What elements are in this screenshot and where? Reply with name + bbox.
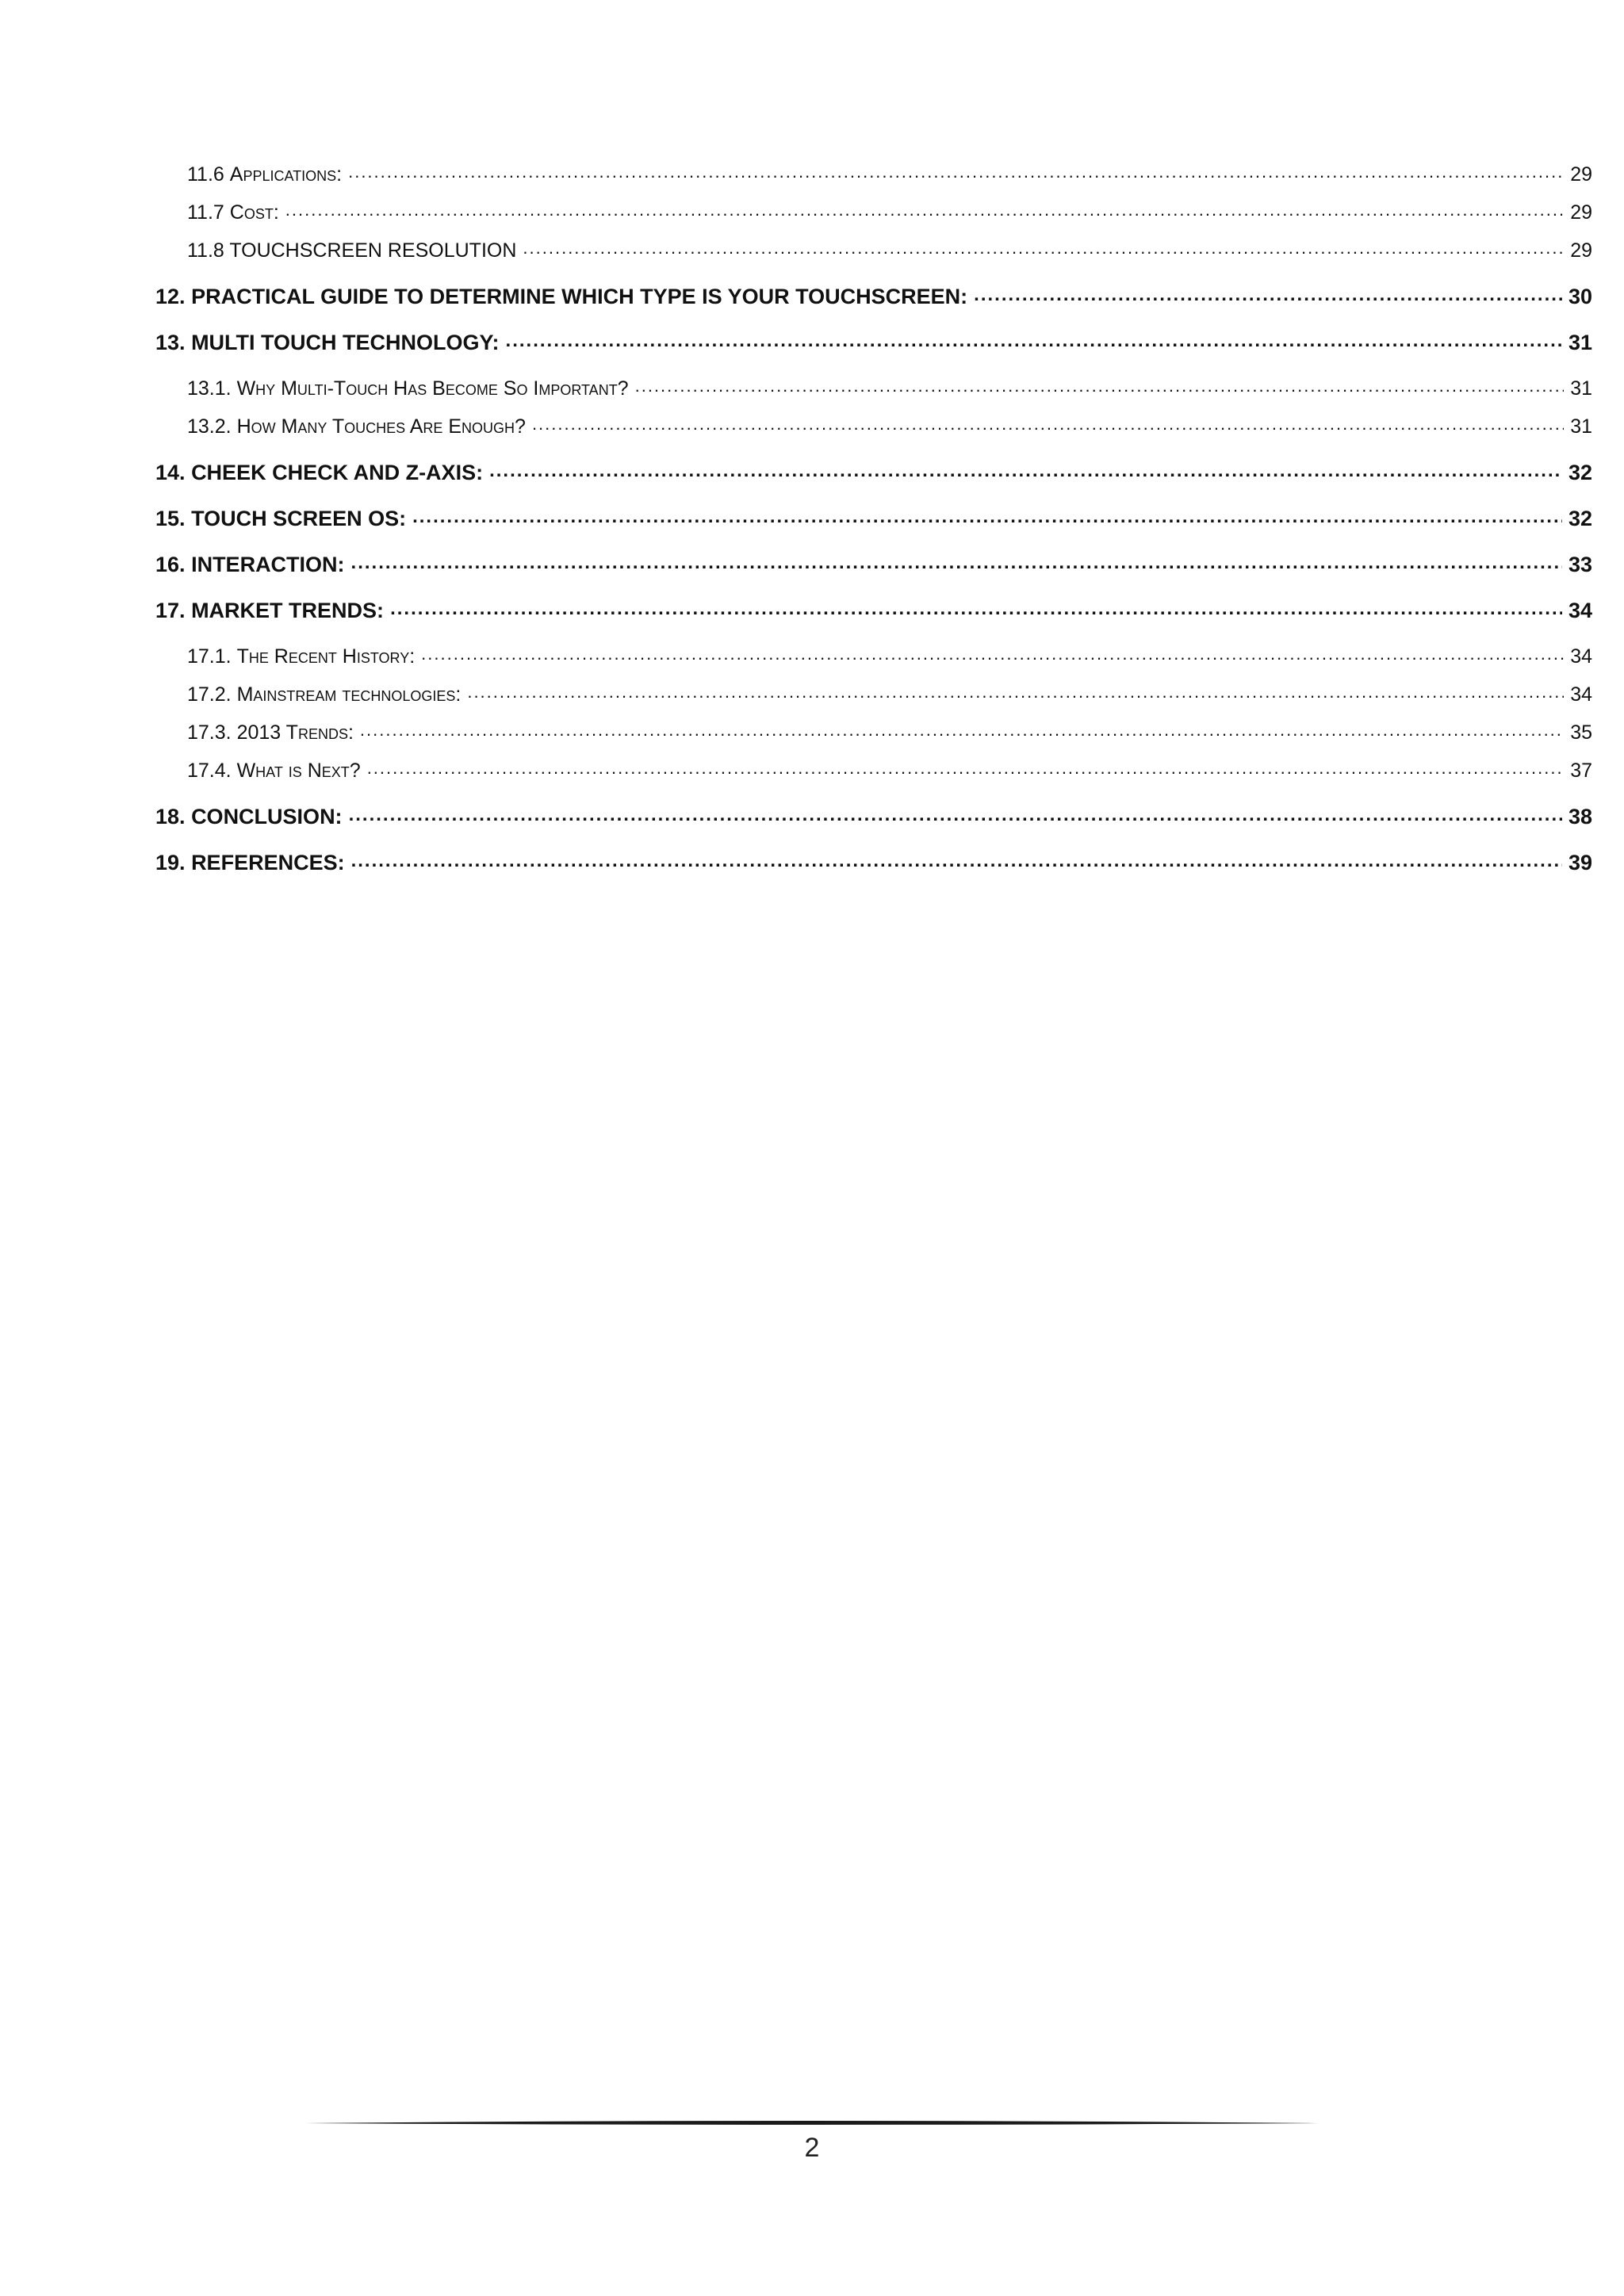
toc-entry-number: 12. [155,285,186,308]
toc-entry-page: 29 [1570,239,1592,262]
toc-entry-number: 17.2. [187,683,232,706]
toc-entry-number: 19. [155,851,186,874]
toc-entry-page: 35 [1570,721,1592,744]
toc-entry-number: 11.7 [187,201,224,224]
dot-leader [348,153,1564,191]
toc-entry[interactable] [155,637,1592,675]
toc-entry-number: 17.4. [187,760,232,782]
toc-entry[interactable] [155,408,1592,446]
toc-entry-page: 31 [1568,331,1592,354]
toc-entry[interactable] [155,752,1592,790]
toc-entry-label [155,453,483,492]
toc-entry-label [155,591,384,629]
toc-entry[interactable] [155,193,1592,232]
toc-entry-page: 33 [1568,553,1592,576]
toc-entry[interactable] [155,499,1592,538]
toc-entry-title: TOUCH SCREEN OS: [191,507,407,530]
dot-leader [390,590,1562,628]
toc-entry-label [187,637,415,675]
toc-entry-title: TOUCHSCREEN RESOLUTION [229,239,517,262]
toc-entry-page: 30 [1568,285,1592,308]
toc-entry[interactable] [155,675,1592,714]
toc-entry[interactable] [155,545,1592,584]
toc-entry-title: Applications: [229,163,343,186]
toc-entry[interactable] [155,714,1592,752]
toc-entry[interactable] [155,453,1592,492]
toc-entry-label [187,752,361,790]
toc-entry-title: The Recent History: [236,645,416,668]
toc-entry-label [187,408,526,446]
toc-entry-title: REFERENCES: [191,851,345,874]
toc-entry-title: MARKET TRENDS: [191,599,385,622]
dot-leader [349,796,1562,834]
toc-entry-label [155,545,345,584]
dot-leader [351,842,1562,880]
toc-entry[interactable] [155,844,1592,882]
toc-entry-number: 11.8 [187,239,224,262]
toc-entry[interactable] [155,155,1592,193]
toc-entry-label [155,277,967,316]
toc-entry-label [187,675,461,714]
toc-entry-title: Mainstream technologies: [236,683,462,706]
toc-entry-number: 17. [155,599,186,622]
toc-entry-label [187,714,354,752]
toc-entry-title: MULTI TOUCH TECHNOLOGY: [191,331,500,354]
toc-entry-page: 34 [1570,683,1592,706]
toc-entry-title: CHEEK CHECK AND Z-AXIS: [191,461,484,484]
table-of-contents [155,155,1592,890]
toc-entry[interactable] [155,232,1592,270]
toc-entry-page: 37 [1570,760,1592,782]
footer-divider [305,2120,1320,2126]
toc-entry-page: 29 [1570,201,1592,224]
toc-entry-number: 17.3. [187,721,232,744]
toc-entry-page: 38 [1568,805,1592,828]
toc-entry[interactable] [155,277,1592,316]
dot-leader [506,322,1562,360]
dot-leader [523,229,1564,267]
toc-entry-title: Why Multi-Touch Has Become So Important? [236,377,629,400]
dot-leader [635,367,1565,405]
toc-entry[interactable] [155,591,1592,629]
toc-entry-title: How Many Touches Are Enough? [236,415,526,438]
page-number: 2 [804,2133,820,2163]
toc-entry-page: 32 [1568,507,1592,530]
toc-entry-title: Cost: [229,201,279,224]
toc-entry-label [155,323,500,362]
toc-entry-number: 17.1. [187,645,232,668]
toc-entry-number: 15. [155,507,186,530]
toc-entry-label [187,155,342,193]
toc-entry-number: 18. [155,805,186,828]
toc-entry-number: 13.2. [187,415,232,438]
toc-entry-number: 13. [155,331,186,354]
toc-entry-page: 29 [1570,163,1592,186]
dot-leader [532,405,1564,443]
toc-entry-page: 32 [1568,461,1592,484]
toc-entry-label [155,844,345,882]
toc-entry-page: 34 [1568,599,1592,622]
dot-leader [974,276,1562,314]
toc-entry-title: INTERACTION: [191,553,345,576]
toc-entry-title: 2013 Trends: [236,721,354,744]
toc-entry-number: 13.1. [187,377,232,400]
toc-entry[interactable] [155,798,1592,836]
toc-entry-page: 31 [1570,415,1592,438]
dot-leader [351,544,1562,582]
toc-entry-label [155,798,343,836]
dot-leader [412,498,1562,536]
dot-leader [285,191,1564,229]
toc-entry-number: 16. [155,553,186,576]
dot-leader [360,711,1564,749]
dot-leader [489,452,1562,490]
dot-leader [367,749,1565,787]
toc-entry[interactable] [155,323,1592,362]
toc-entry-title: What is Next? [236,760,361,782]
toc-entry-page: 39 [1568,851,1592,874]
toc-entry-page: 34 [1570,645,1592,668]
toc-entry-number: 14. [155,461,186,484]
toc-entry-number: 11.6 [187,163,224,186]
toc-entry-title: PRACTICAL GUIDE TO DETERMINE WHICH TYPE IS YOUR TOUCHSCREEN: [191,285,968,308]
toc-entry[interactable] [155,369,1592,408]
toc-entry-page: 31 [1570,377,1592,400]
toc-entry-title: CONCLUSION: [191,805,343,828]
toc-entry-label [187,232,516,270]
dot-leader [421,635,1564,673]
toc-entry-label [187,193,279,232]
toc-entry-label [187,369,629,408]
dot-leader [467,673,1564,711]
toc-entry-label [155,499,406,538]
